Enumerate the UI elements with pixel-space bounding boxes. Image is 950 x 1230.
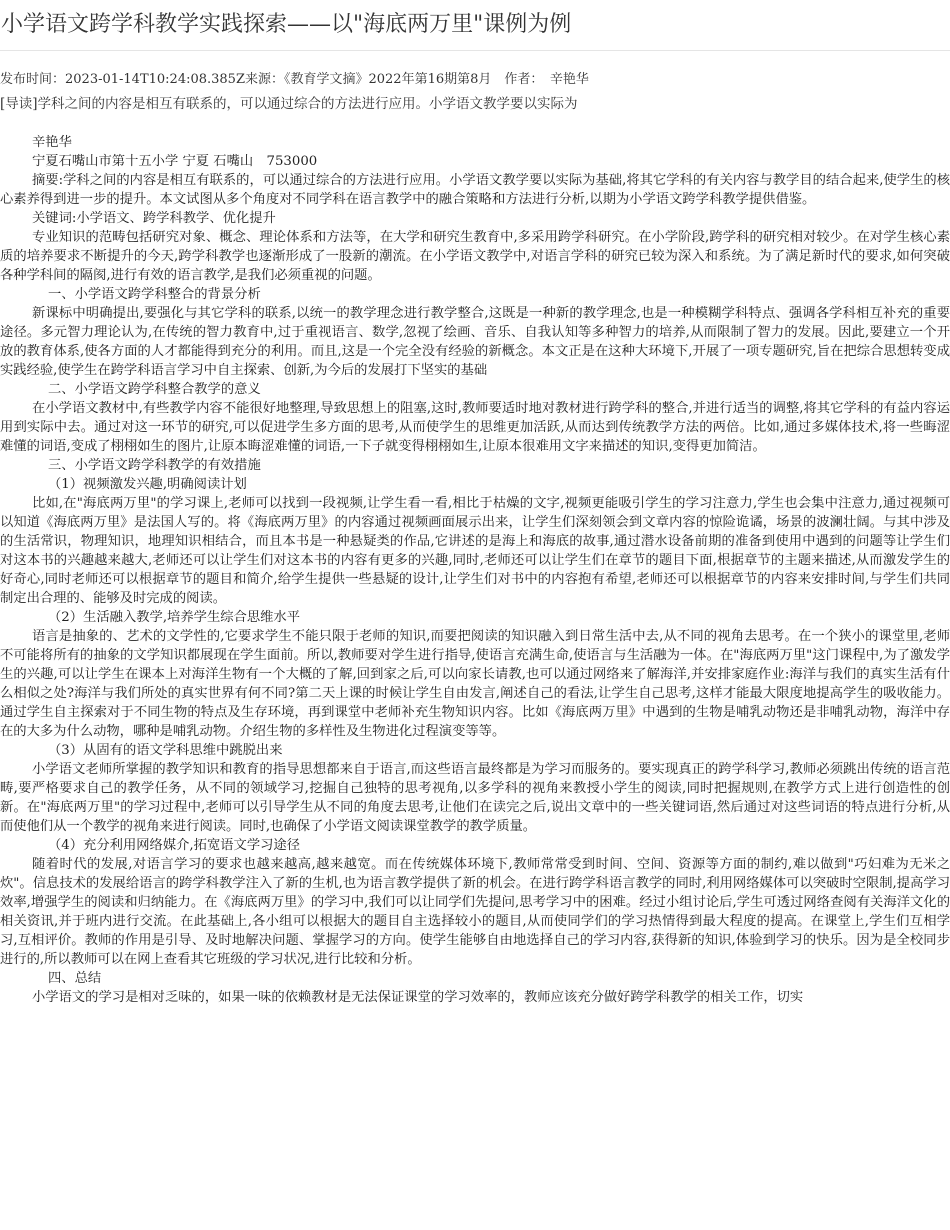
abstract: 摘要:学科之间的内容是相互有联系的，可以通过综合的方法进行应用。小学语文教学要以实际为基础,将其它学科的有关内容与教学目的结合起来,使学生的核心素养得到进一步的提升。本文试图从多个角度对不同学科在语言教学中的融合策略和方法进行分析,以期为小学语文跨学科教学提供借鉴。 [0,173,950,207]
article-title: 小学语文跨学科教学实践探索——以"海底两万里"课例为例 [0,0,950,51]
section-2-paragraph: 在小学语文教材中,有些教学内容不能很好地整理,导致思想上的阻塞,这时,教师要适时地对教材进行跨学科的整合,并进行适当的调整,将其它学科的有益内容运用到实际中去。通过对这一环节的研究,可以促进学生多方面的思考,从而使学生的思维更加活跃,从而达到传统教学方法的两倍。比如,通过多媒体技术,将一些晦涩难懂的词语,变成了栩栩如生的图片,让原本晦涩难懂的词语,一下子就变得栩栩如生,让原本很难用文字来描述的知识,变得更加简洁。 [0,401,950,454]
section-3-3-heading: （3）从固有的语文学科思维中跳脱出来 [48,743,283,758]
section-3-4-paragraph: 随着时代的发展,对语言学习的要求也越来越高,越来越宽。而在传统媒体环境下,教师常常受到时间、空间、资源等方面的制约,难以做到"巧妇难为无米之炊"。信息技术的发展给语言的跨学科教学注入了新的生机,也为语言教学提供了新的机会。在进行跨学科语言教学的同时,利用网络媒体可以突破时空限制,提高学习效率,增强学生的阅读和归纳能力。在《海底两万里》的学习中,我们可以让同学们先提问,思考学习中的困难。经过小组讨论后,学生可透过网络查阅有关海洋文化的相关资讯,并于班内进行交流。在此基础上,各小组可以根据大的题目自主选择较小的题目,从而使同学们的学习热情得到最大程度的提高。在课堂上,学生们互相学习,互相评价。教师的作用是引导、及时地解决问题、掌握学习的方向。使学生能够自由地选择自己的学习内容,获得新的知识,体验到学习的快乐。因为是全校同步进行的,所以教师可以在网上查看其它班级的学习状况,进行比较和分析。 [0,857,950,967]
article-body [0,133,950,1007]
section-3-heading: 三、小学语文跨学科教学的有效措施 [48,458,261,473]
article-lead: [导读]学科之间的内容是相互有联系的，可以通过综合的方法进行应用。小学语文教学要以实际为 [0,96,578,112]
section-3-2-paragraph: 语言是抽象的、艺术的文学性的,它要求学生不能只限于老师的知识,而要把阅读的知识融入到日常生活中去,从不同的视角去思考。在一个狭小的课堂里,老师不可能将所有的抽象的文学知识都展现在学生面前。所以,教师要对学生进行指导,使语言充满生命,使语言与生活融为一体。在"海底两万里"这门课程中,为了激发学生的兴趣,可以让学生在课本上对海洋生物有一个大概的了解,回到家之后,可以向家长请教,也可以通过网络来了解海洋,并安排家庭作业:海洋与我们的真实生活有什么相似之处?海洋与我们所处的真实世界有何不同?第二天上课的时候让学生自由发言,阐述自己的看法,让学生自己思考,这样才能最大限度地提高学生的吸收能力。通过学生自主探索对于不同生物的特点及生存环境，再到课堂中老师补充生物知识内容。比如《海底两万里》中遇到的生物是哺乳动物还是非哺乳动物，海洋中存在的大多为什么动物，哪种是哺乳动物。介绍生物的多样性及生物进化过程演变等等。 [0,629,950,739]
section-3-1-paragraph: 比如,在"海底两万里"的学习课上,老师可以找到一段视频,让学生看一看,相比于枯燥的文字,视频更能吸引学生的学习注意力,学生也会集中注意力,通过视频可以知道《海底两万里》是法国人写的。将《海底两万里》的内容通过视频画面展示出来，让学生们深刻领会到文章内容的惊险诡谲，场景的波澜壮阔。与其中涉及的生活常识，物理知识，地理知识相结合，而且本书是一种悬疑类的作品,它讲述的是海上和海底的故事,通过潜水设备前期的准备到使用中遇到的问题等让学生们对这本书的兴趣越来越大,老师还可以让学生们对这本书的内容有更多的兴趣,同时,老师还可以让学生们在章节的题目下面,根据章节的主题来描述,从而激发学生的好奇心,同时老师还可以根据章节的题目和简介,给学生提供一些悬疑的设计,让学生们对书中的内容抱有希望,老师还可以根据章节的内容来安排时间,与学生们共同制定出合理的、能够及时完成的阅读。 [0,496,950,606]
intro-paragraph: 专业知识的范畴包括研究对象、概念、理论体系和方法等，在大学和研究生教育中,多采用跨学科研究。在小学阶段,跨学科的研究相对较少。在对学生核心素质的培养要求不断提升的今天,跨学科教学也逐渐形成了一股新的潮流。在小学语文教学中,对语言学科的研究已较为深入和系统。为了满足新时代的要求,如何突破各种学科间的隔阂,进行有效的语言教学,是我们必须重视的问题。 [0,230,950,283]
section-2-heading: 二、小学语文跨学科整合教学的意义 [48,382,261,397]
section-1-heading: 一、小学语文跨学科整合的背景分析 [48,287,261,302]
section-4-heading: 四、总结 [48,971,102,986]
author-name: 辛艳华 [32,135,72,150]
section-3-3-paragraph: 小学语文老师所掌握的教学知识和教育的指导思想都来自于语言,而这些语言最终都是为学习而服务的。要实现真正的跨学科学习,教师必须跳出传统的语言范畴,要严格要求自己的教学任务，从不同的领域学习,挖掘自己独特的思考视角,以多学科的视角来教授小学生的阅读,同时把握规则,在教学方式上进行创造性的创新。在"海底两万里"的学习过程中,老师可以引导学生从不同的角度去思考,让他们在读完之后,说出文章中的一些关键词语,然后通过对这些词语的特点进行分析,从而使他们从一个教学的视角来进行阅读。同时,也确保了小学语文阅读课堂教学的教学质量。 [0,762,950,834]
section-3-4-heading: （4）充分利用网络媒介,拓宽语文学习途径 [48,838,301,853]
author-block [0,133,950,171]
article-meta: 发布时间：2023-01-14T10:24:08.385Z来源：《教育学文摘》2022年第16期第8月 作者： 辛艳华 [0,72,589,87]
author-affiliation: 宁夏石嘴山市第十五小学 宁夏 石嘴山 753000 [32,154,318,169]
section-3-1-heading: （1）视频激发兴趣,明确阅读计划 [48,477,247,492]
section-1-paragraph: 新课标中明确提出,要强化与其它学科的联系,以统一的教学理念进行教学整合,这既是一种新的教学理念,也是一种模糊学科特点、强调各学科相互补充的重要途径。多元智力理论认为,在传统的智力教育中,过于重视语言、数学,忽视了绘画、音乐、自我认知等多种智力的培养,从而限制了智力的发展。因此,要建立一个开放的教育体系,使各方面的人才都能得到充分的利用。而且,这是一个完全没有经验的新概念。本文正是在这种大环境下,开展了一项专题研究,旨在把综合思想转变成实践经验,使学生在跨学科语言学习中自主探索、创新,为今后的发展打下坚实的基础 [0,306,950,378]
section-4-paragraph: 小学语文的学习是相对乏味的，如果一味的依赖教材是无法保证课堂的学习效率的，教师应该充分做好跨学科教学的相关工作，切实 [32,990,804,1005]
keywords: 关键词:小学语文、跨学科教学、优化提升 [32,211,276,226]
section-3-2-heading: （2）生活融入教学,培养学生综合思维水平 [48,610,301,625]
